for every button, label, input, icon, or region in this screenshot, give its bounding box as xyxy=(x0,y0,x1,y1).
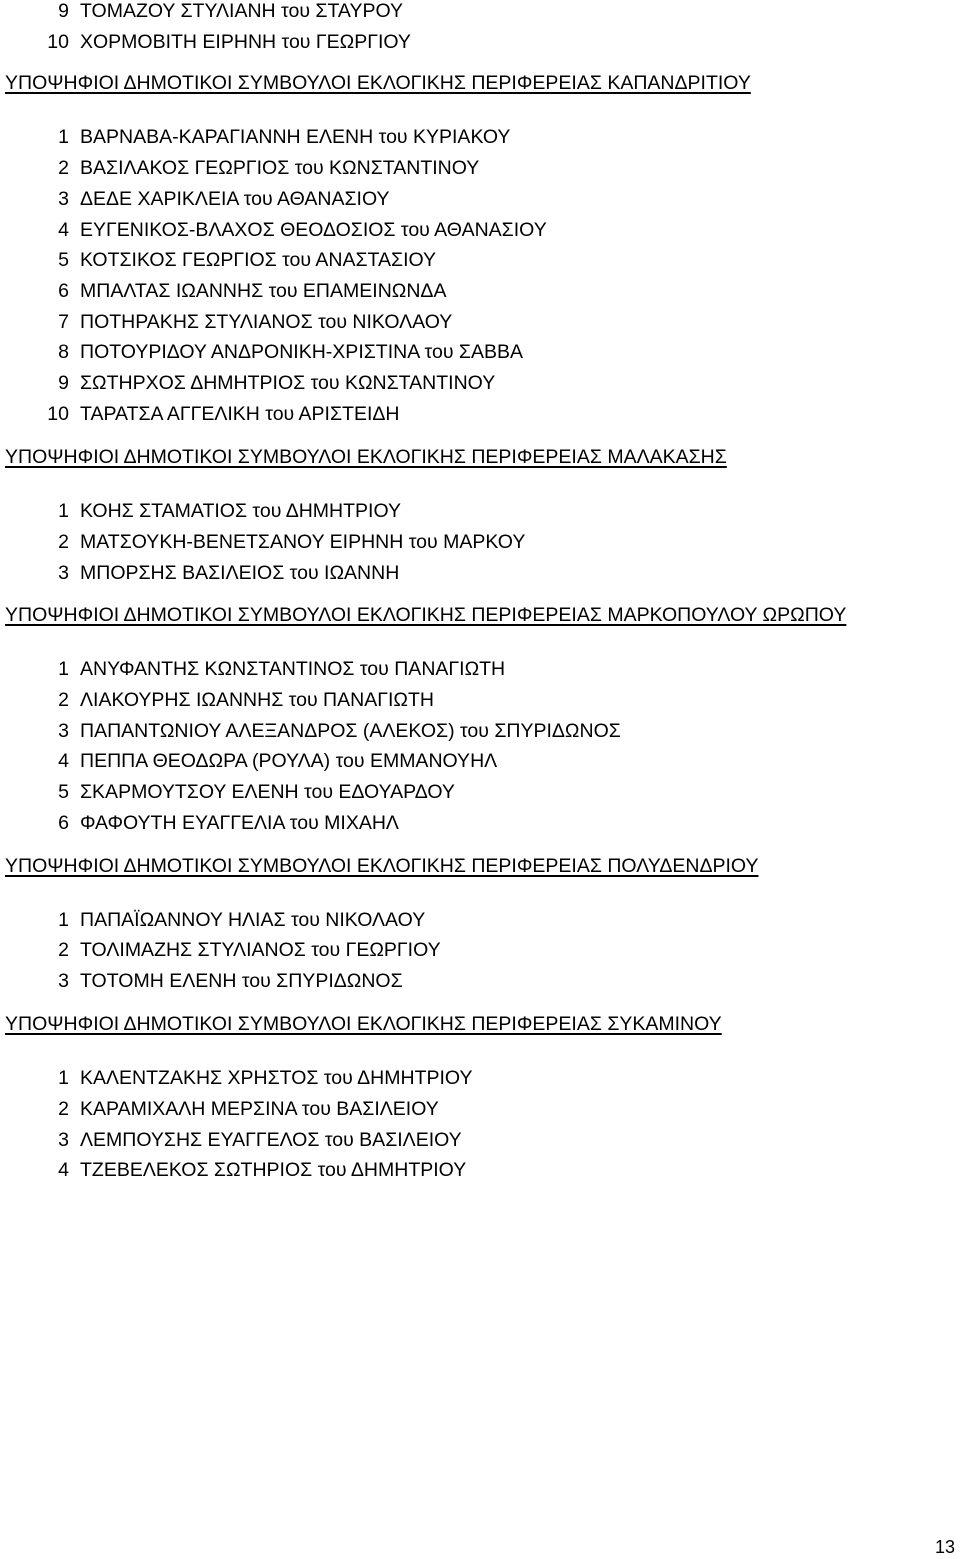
item-number: 2 xyxy=(58,939,69,961)
candidate-name: ΣΩΤΗΡΧΟΣ ΔΗΜΗΤΡΙΟΣ του ΚΩΝΣΤΑΝΤΙΝΟΥ xyxy=(80,372,496,394)
candidate-name: ΒΑΡΝΑΒΑ-ΚΑΡΑΓΙΑΝΝΗ ΕΛΕΝΗ του ΚΥΡΙΑΚΟΥ xyxy=(80,126,511,148)
item-number: 1 xyxy=(58,658,69,680)
candidate-name: ΚΟΤΣΙΚΟΣ ΓΕΩΡΓΙΟΣ του ΑΝΑΣΤΑΣΙΟΥ xyxy=(80,249,437,271)
item-number: 5 xyxy=(58,249,69,271)
candidate-name: ΚΑΡΑΜΙΧΑΛΗ ΜΕΡΣΙΝΑ του ΒΑΣΙΛΕΙΟΥ xyxy=(80,1098,439,1120)
candidate-name: ΣΚΑΡΜΟΥΤΣΟΥ ΕΛΕΝΗ του ΕΔΟΥΑΡΔΟΥ xyxy=(80,781,455,803)
candidate-name: ΤΖΕΒΕΛΕΚΟΣ ΣΩΤΗΡΙΟΣ του ΔΗΜΗΤΡΙΟΥ xyxy=(80,1159,467,1181)
item-number: 4 xyxy=(58,1159,69,1181)
candidate-name: ΒΑΣΙΛΑΚΟΣ ΓΕΩΡΓΙΟΣ του ΚΩΝΣΤΑΝΤΙΝΟΥ xyxy=(80,157,480,179)
section-heading: ΥΠΟΨΗΦΙΟΙ ΔΗΜΟΤΙΚΟΙ ΣΥΜΒΟΥΛΟΙ ΕΚΛΟΓΙΚΗΣ ΠΕΡΙΦΕΡΕΙΑΣ ΚΑΠΑΝΔΡΙΤΙΟΥ xyxy=(5,72,751,94)
item-number: 1 xyxy=(58,126,69,148)
item-number: 1 xyxy=(58,909,69,931)
candidate-name: ΠΑΠΑΝΤΩΝΙΟΥ ΑΛΕΞΑΝΔΡΟΣ (ΑΛΕΚΟΣ) του ΣΠΥΡΙΔΩΝΟΣ xyxy=(80,720,621,742)
candidate-name: ΚΟΗΣ ΣΤΑΜΑΤΙΟΣ του ΔΗΜΗΤΡΙΟΥ xyxy=(80,500,402,522)
candidate-name: ΜΠΟΡΣΗΣ ΒΑΣΙΛΕΙΟΣ του ΙΩΑΝΝΗ xyxy=(80,562,400,584)
candidate-name: ΔΕΔΕ ΧΑΡΙΚΛΕΙΑ του ΑΘΑΝΑΣΙΟΥ xyxy=(80,188,390,210)
candidate-name: ΕΥΓΕΝΙΚΟΣ-ΒΛΑΧΟΣ ΘΕΟΔΟΣΙΟΣ του ΑΘΑΝΑΣΙΟΥ xyxy=(80,219,547,241)
candidate-name: ΜΑΤΣΟΥΚΗ-ΒΕΝΕΤΣΑΝΟΥ ΕΙΡΗΝΗ του ΜΑΡΚΟΥ xyxy=(80,531,526,553)
section-heading: ΥΠΟΨΗΦΙΟΙ ΔΗΜΟΤΙΚΟΙ ΣΥΜΒΟΥΛΟΙ ΕΚΛΟΓΙΚΗΣ ΠΕΡΙΦΕΡΕΙΑΣ ΜΑΡΚΟΠΟΥΛΟΥ ΩΡΩΠΟΥ xyxy=(5,604,847,626)
item-number: 10 xyxy=(47,403,69,425)
item-number: 9 xyxy=(58,0,69,22)
item-number: 5 xyxy=(58,781,69,803)
candidate-name: ΤΑΡΑΤΣΑ ΑΓΓΕΛΙΚΗ του ΑΡΙΣΤΕΙΔΗ xyxy=(80,403,400,425)
item-number: 2 xyxy=(58,531,69,553)
item-number: 4 xyxy=(58,219,69,241)
item-number: 1 xyxy=(58,500,69,522)
item-number: 2 xyxy=(58,1098,69,1120)
candidate-name: ΜΠΑΛΤΑΣ ΙΩΑΝΝΗΣ του ΕΠΑΜΕΙΝΩΝΔΑ xyxy=(80,280,447,302)
page-number: 13 xyxy=(934,1537,955,1557)
item-number: 6 xyxy=(58,280,69,302)
section-heading: ΥΠΟΨΗΦΙΟΙ ΔΗΜΟΤΙΚΟΙ ΣΥΜΒΟΥΛΟΙ ΕΚΛΟΓΙΚΗΣ ΠΕΡΙΦΕΡΕΙΑΣ ΜΑΛΑΚΑΣΗΣ xyxy=(5,446,727,468)
item-number: 3 xyxy=(58,720,69,742)
candidate-name: ΤΟΜΑΖΟΥ ΣΤΥΛΙΑΝΗ του ΣΤΑΥΡΟΥ xyxy=(80,0,404,22)
item-number: 3 xyxy=(58,188,69,210)
candidate-name: ΠΟΤΗΡΑΚΗΣ ΣΤΥΛΙΑΝΟΣ του ΝΙΚΟΛΑΟΥ xyxy=(80,311,453,333)
section-heading: ΥΠΟΨΗΦΙΟΙ ΔΗΜΟΤΙΚΟΙ ΣΥΜΒΟΥΛΟΙ ΕΚΛΟΓΙΚΗΣ ΠΕΡΙΦΕΡΕΙΑΣ ΣΥΚΑΜΙΝΟΥ xyxy=(5,1013,722,1035)
item-number: 3 xyxy=(58,1129,69,1151)
candidate-name: ΠΑΠΑΪΩΑΝΝΟΥ ΗΛΙΑΣ του ΝΙΚΟΛΑΟΥ xyxy=(80,909,426,931)
item-number: 6 xyxy=(58,812,69,834)
item-number: 8 xyxy=(58,341,69,363)
item-number: 1 xyxy=(58,1067,69,1089)
item-number: 10 xyxy=(47,31,69,53)
candidate-name: ΛΙΑΚΟΥΡΗΣ ΙΩΑΝΝΗΣ του ΠΑΝΑΓΙΩΤΗ xyxy=(80,689,434,711)
candidate-name: ΑΝΥΦΑΝΤΗΣ ΚΩΝΣΤΑΝΤΙΝΟΣ του ΠΑΝΑΓΙΩΤΗ xyxy=(80,658,506,680)
candidate-name: ΤΟΤΟΜΗ ΕΛΕΝΗ του ΣΠΥΡΙΔΩΝΟΣ xyxy=(80,970,403,992)
candidate-name: ΠΟΤΟΥΡΙΔΟΥ ΑΝΔΡΟΝΙΚΗ-ΧΡΙΣΤΙΝΑ του ΣΑΒΒΑ xyxy=(80,341,523,363)
item-number: 3 xyxy=(58,562,69,584)
candidate-name: ΤΟΛΙΜΑΖΗΣ ΣΤΥΛΙΑΝΟΣ του ΓΕΩΡΓΙΟΥ xyxy=(80,939,441,961)
item-number: 9 xyxy=(58,372,69,394)
item-number: 7 xyxy=(58,311,69,333)
item-number: 2 xyxy=(58,157,69,179)
item-number: 3 xyxy=(58,970,69,992)
candidate-name: ΧΟΡΜΟΒΙΤΗ ΕΙΡΗΝΗ του ΓΕΩΡΓΙΟΥ xyxy=(80,31,411,53)
candidate-name: ΛΕΜΠΟΥΣΗΣ ΕΥΑΓΓΕΛΟΣ του ΒΑΣΙΛΕΙΟΥ xyxy=(80,1129,462,1151)
item-number: 4 xyxy=(58,750,69,772)
candidate-name: ΠΕΠΠΑ ΘΕΟΔΩΡΑ (ΡΟΥΛΑ) του ΕΜΜΑΝΟΥΗΛ xyxy=(80,750,498,772)
candidate-name: ΦΑΦΟΥΤΗ ΕΥΑΓΓΕΛΙΑ του ΜΙΧΑΗΛ xyxy=(80,812,399,834)
item-number: 2 xyxy=(58,689,69,711)
section-heading: ΥΠΟΨΗΦΙΟΙ ΔΗΜΟΤΙΚΟΙ ΣΥΜΒΟΥΛΟΙ ΕΚΛΟΓΙΚΗΣ ΠΕΡΙΦΕΡΕΙΑΣ ΠΟΛΥΔΕΝΔΡΙΟΥ xyxy=(5,855,759,877)
candidate-name: ΚΑΛΕΝΤΖΑΚΗΣ ΧΡΗΣΤΟΣ του ΔΗΜΗΤΡΙΟΥ xyxy=(80,1067,473,1089)
